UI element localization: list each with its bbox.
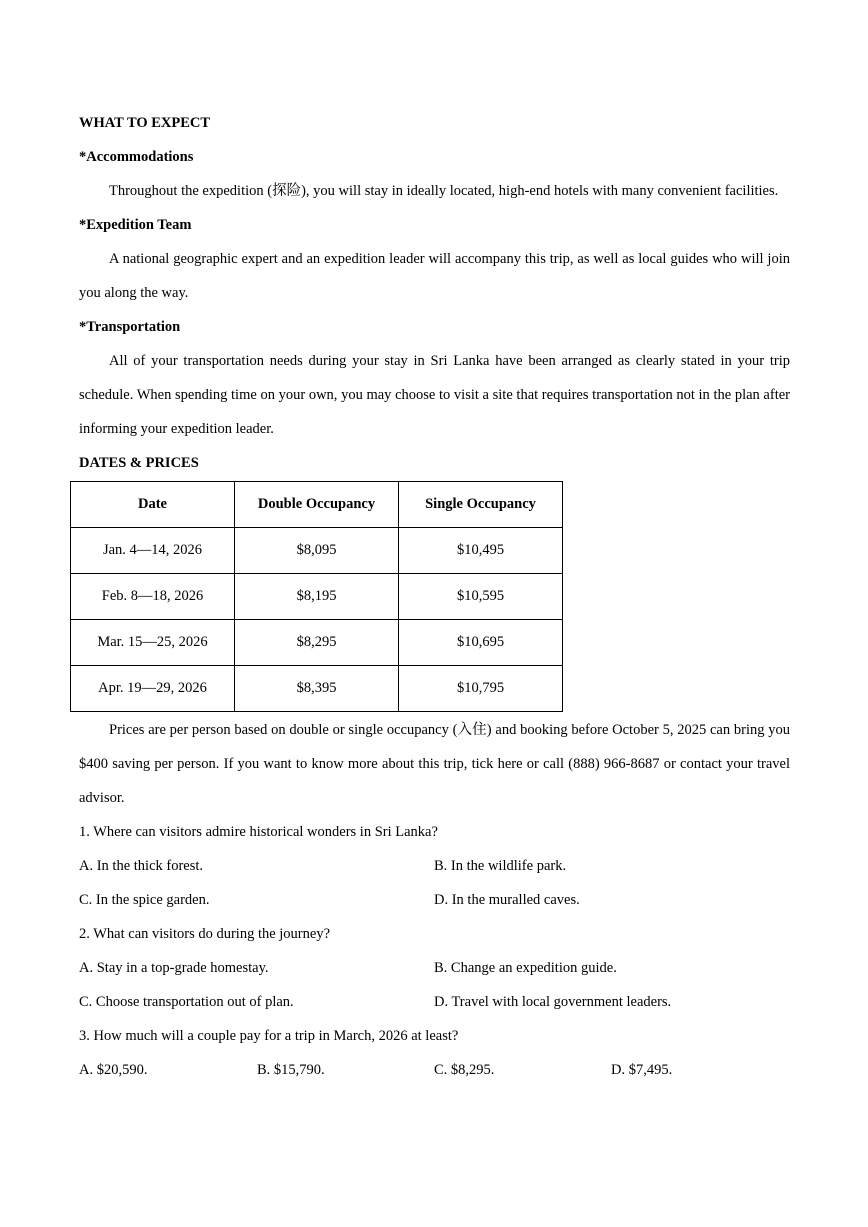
date-cell: Jan. 4—14, 2026 [71,528,235,574]
column-header-double-occupancy: Double Occupancy [235,482,399,528]
date-cell: Feb. 8—18, 2026 [71,574,235,620]
double-price-cell: $8,295 [235,620,399,666]
question-1-option-b[interactable]: B. In the wildlife park. [434,858,567,874]
single-price-cell: $10,495 [399,528,563,574]
transportation-heading: *Transportation [79,319,181,335]
table-header-row [71,482,563,528]
single-price-cell: $10,795 [399,666,563,712]
table-row [71,620,563,666]
table-row [71,574,563,620]
double-price-cell: $8,395 [235,666,399,712]
question-3-options-row [79,1053,790,1087]
single-price-cell: $10,595 [399,574,563,620]
double-price-cell: $8,095 [235,528,399,574]
expedition-team-text: A national geographic expert and an expedition leader will accompany this trip, as well as local guides who will join you along the way. [79,251,790,301]
prices-note: Prices are per person based on double or single occupancy (入住) and booking before October 5, 2025 can bring you $400 saving per person. If you want to know more about this trip, tick here or call (888) 966-8687 or contact your travel advisor. [79,722,790,806]
table-row [71,528,563,574]
accommodations-heading: *Accommodations [79,149,194,165]
single-price-cell: $10,695 [399,620,563,666]
question-3-option-d[interactable]: D. $7,495. [611,1062,673,1078]
date-cell: Mar. 15—25, 2026 [71,620,235,666]
question-1-option-d[interactable]: D. In the muralled caves. [434,892,580,908]
question-3-option-a[interactable]: A. $20,590. [79,1062,148,1078]
column-header-single-occupancy: Single Occupancy [399,482,563,528]
question-1-options-row-2 [79,883,790,917]
question-2-option-a[interactable]: A. Stay in a top-grade homestay. [79,960,269,976]
question-3-option-c[interactable]: C. $8,295. [434,1062,495,1078]
transportation-text: All of your transportation needs during your stay in Sri Lanka have been arranged as clearly stated in your trip schedule. When spending time on your own, you may choose to visit a site that requires transportation not in the plan after informing your expedition leader. [79,353,790,437]
double-price-cell: $8,195 [235,574,399,620]
accommodations-text: Throughout the expedition (探险), you will stay in ideally located, high-end hotels with many convenient facilities. [109,183,779,199]
question-2-options-row-2 [79,985,790,1019]
question-1-option-c[interactable]: C. In the spice garden. [79,892,210,908]
question-2-stem: 2. What can visitors do during the journey? [79,926,331,942]
table-row [71,666,563,712]
question-1-stem: 1. Where can visitors admire historical wonders in Sri Lanka? [79,824,438,840]
section-heading-dates-prices: DATES & PRICES [79,455,199,471]
column-header-date: Date [71,482,235,528]
document-page [79,106,790,1087]
question-3-stem: 3. How much will a couple pay for a trip in March, 2026 at least? [79,1028,459,1044]
question-1-option-a[interactable]: A. In the thick forest. [79,858,204,874]
section-heading-what-to-expect: WHAT TO EXPECT [79,115,211,131]
dates-prices-table [70,481,563,712]
question-2-option-b[interactable]: B. Change an expedition guide. [434,960,617,976]
question-2-options-row-1 [79,951,790,985]
question-3-option-b[interactable]: B. $15,790. [257,1062,325,1078]
question-2-option-c[interactable]: C. Choose transportation out of plan. [79,994,294,1010]
question-2-option-d[interactable]: D. Travel with local government leaders. [434,994,672,1010]
expedition-team-heading: *Expedition Team [79,217,192,233]
question-1-options-row-1 [79,849,790,883]
date-cell: Apr. 19—29, 2026 [71,666,235,712]
